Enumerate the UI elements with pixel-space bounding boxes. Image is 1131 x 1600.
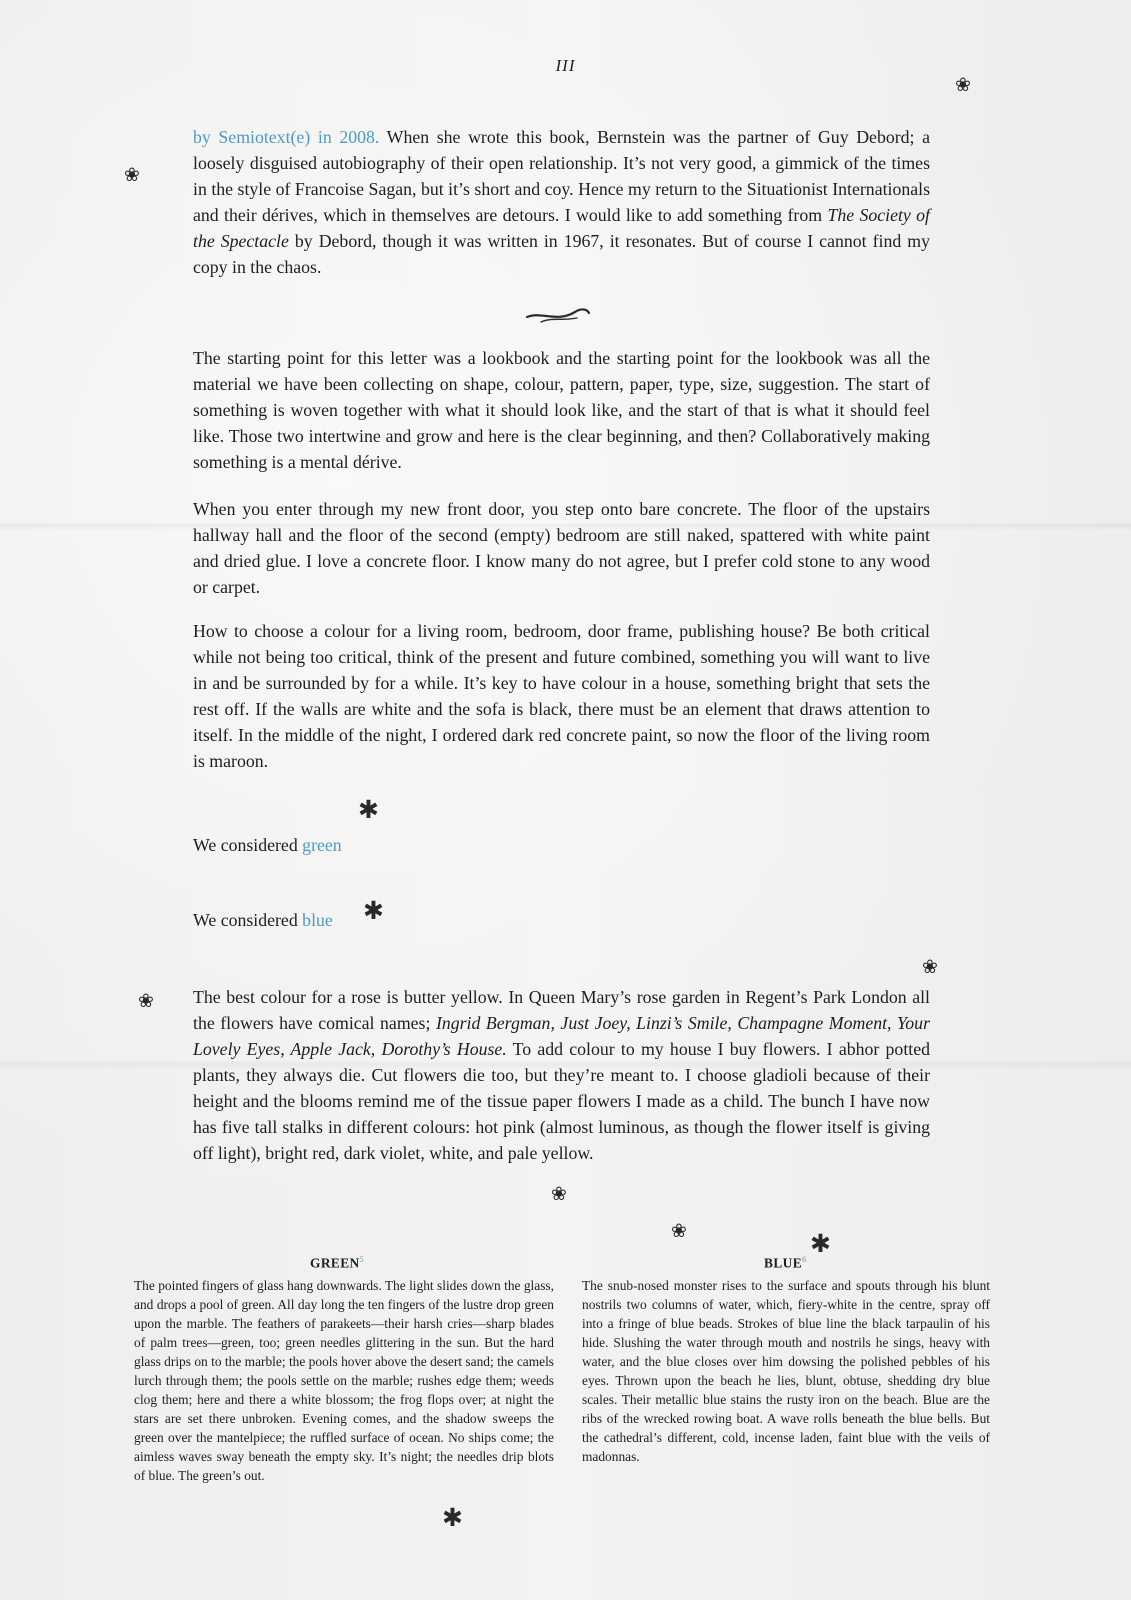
paragraph-text: When you enter through my new front door, you step onto bare concrete. The floor of the upstairs hallway hall and the floor of the second (empty) bedroom are still naked, spattered with white paint and dried glue. I love a concrete floor. I know many do not agree, but I prefer cold stone to any wood or carpet. — [193, 499, 930, 597]
paragraph-lookbook — [193, 345, 930, 475]
star-ornament-icon: ✱ — [363, 896, 384, 925]
star-ornament-icon: ✱ — [442, 1503, 463, 1532]
paragraph-rose — [193, 984, 930, 1166]
paragraph-semiotext — [193, 124, 930, 280]
blue-column-text: The snub-nosed monster rises to the surface and spouts through his blunt nostrils two columns of water, which, fiery-white in the centre, spray off into a fringe of blue beads. Strokes of blue line the black tarpaulin of his hide. Slushing the water through mouth and nostrils he sings, heavy with water, and the blue closes over him dowsing the polished pebbles of his eyes. Thrown upon the beach he lies, blunt, obtuse, shedding dry blue scales. Their metallic blue stains the rusty iron on the beach. Blue are the ribs of the wrecked rowing boat. A wave rolls beneath the blue bells. But the cathedral’s different, cold, incense laden, faint blue with the veils of madonnas. — [582, 1278, 990, 1464]
star-ornament-icon: ✱ — [810, 1229, 831, 1258]
footnote-marker: 6 — [802, 1255, 807, 1264]
paragraph-text — [193, 124, 930, 280]
swash-ornament-icon — [523, 302, 593, 326]
footnote-marker: 5 — [359, 1255, 365, 1264]
rose-names: Ingrid Bergman, Just Joey, Linzi’s Smile, Champagne Moment, Your Lovely Eyes, Apple Jack, Dorothy’s House. — [193, 1013, 930, 1059]
clover-ornament-icon: ❀ — [922, 956, 938, 978]
blue-column — [582, 1276, 990, 1466]
book-title: The Society of the Spectacle — [193, 205, 930, 251]
paragraph-body: When she wrote this book, Bernstein was the partner of Guy Debord; a loosely disguised autobiography of their open relationship. It’s not very good, a gimmick of the times in the style of Francoise Sagan, but it’s short and coy. Hence my return to the Situationist Internationals and their dérives, which in themselves are detours. I would like to add something from — [193, 127, 931, 225]
paragraph-body-end: by Debord, though it was written in 1967, it resonates. But of course I cannot find my copy in the chaos. — [193, 231, 930, 277]
paragraph-front-door — [193, 496, 930, 600]
blue-heading-text: BLUE — [764, 1255, 803, 1271]
clover-ornament-icon: ❀ — [124, 164, 140, 186]
star-ornament-icon: ✱ — [358, 795, 379, 824]
paragraph-body-end: To add colour to my house I buy flowers. I abhor potted plants, they always die. Cut flowers die too, but they’re meant to. I choose gladioli because of their height and the blooms remind me of the tissue paper flowers I made as a child. The bunch I have now has five tall stalks in different colours: hot pink (almost luminous, as though the flower itself is giving off light), bright red, dark violet, white, and pale yellow. — [193, 1039, 930, 1163]
considered-blue-line — [193, 907, 333, 933]
paragraph-text: How to choose a colour for a living room, bedroom, door frame, publishing house? Be both critical while not being too critical, think of the present and future combined, something you will want to live in and be surrounded by for a while. It’s key to have colour in a house, something bright that sets the rest off. If the walls are white and the sofa is black, there must be an element that draws attention to itself. In the middle of the night, I ordered dark red concrete paint, so now the floor of the living room is maroon. — [193, 621, 930, 771]
paragraph-text: The starting point for this letter was a lookbook and the starting point for the lookbook was all the material we have been collecting on shape, colour, pattern, paper, type, size, suggestion. The start of something is woven together with what it should look like, and the start of that is what it should feel like. Those two intertwine and grow and here is the clear beginning, and then? Collaboratively making something is a mental dérive. — [193, 348, 930, 472]
clover-ornament-icon: ❀ — [138, 990, 154, 1012]
page-number: III — [555, 56, 576, 75]
blue-heading — [764, 1255, 806, 1271]
paragraph-text — [193, 984, 930, 1166]
clover-ornament-icon: ❀ — [955, 74, 971, 96]
green-link[interactable]: green — [302, 835, 342, 855]
considered-green-line — [193, 832, 342, 858]
green-heading-text: GREEN — [310, 1255, 360, 1271]
clover-ornament-icon: ❀ — [551, 1183, 567, 1205]
green-column-text: The pointed fingers of glass hang downwards. The light slides down the glass, and drops a pool of green. All day long the ten fingers of the lustre drop green upon the marble. The feathers of parakeets—their harsh cries—sharp blades of palm trees—green, too; green needles glittering in the sun. But the hard glass drips on to the marble; the pools hover above the desert sand; the camels lurch through them; the pools settle on the marble; rushes edge them; weeds clog them; here and there a white blossom; the frog flops over; at night the stars are set there unbroken. Evening comes, and the shadow sweeps the green over the mantelpiece; the ruffled surface of ocean. No ships come; the aimless waves sway beneath the empty sky. It’s night; the needles drip blots of blue. The green’s out. — [134, 1278, 554, 1483]
paragraph-choose-colour — [193, 618, 930, 774]
reference-link[interactable]: by Semiotext(e) in 2008. — [193, 127, 380, 147]
green-heading — [310, 1255, 364, 1271]
paragraph-body: The best colour for a rose is butter yellow. In Queen Mary’s rose garden in Regent’s Park London all the flowers have comical names; — [193, 987, 930, 1033]
green-column — [134, 1276, 554, 1485]
considered-prefix: We considered — [193, 835, 303, 855]
clover-ornament-icon: ❀ — [671, 1220, 687, 1242]
considered-prefix: We considered — [193, 910, 303, 930]
blue-link[interactable]: blue — [302, 910, 333, 930]
